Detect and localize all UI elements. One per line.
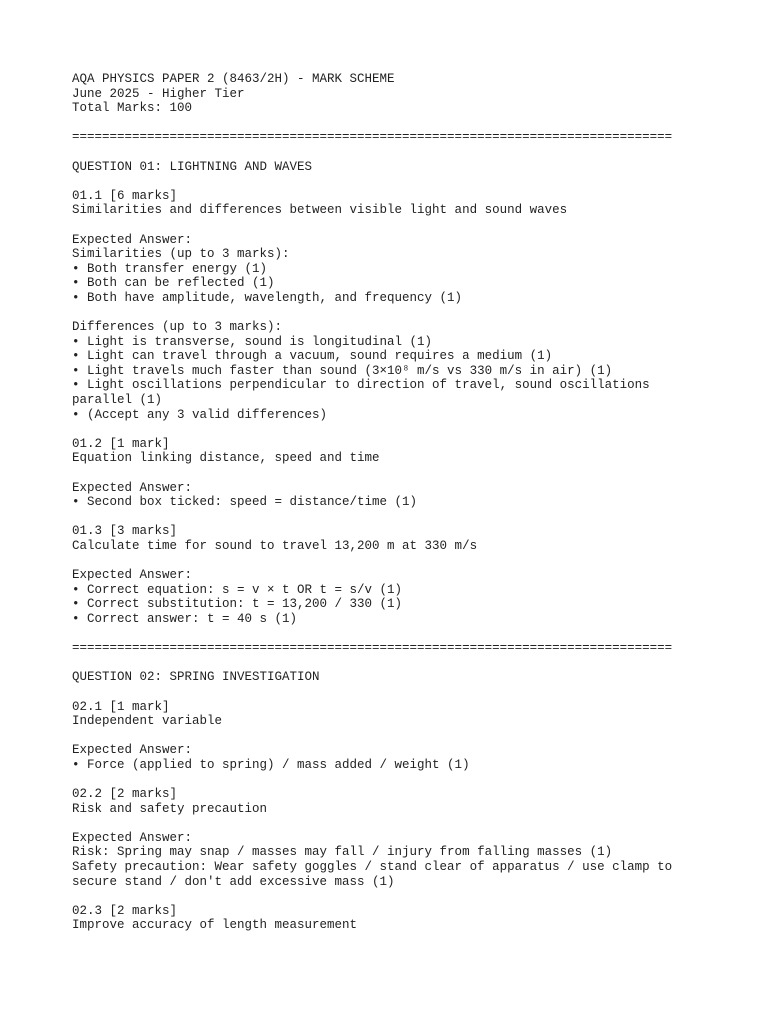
blank-line	[72, 466, 682, 481]
blank-line	[72, 889, 682, 904]
text-line: Calculate time for sound to travel 13,200 m at 330 m/s	[72, 539, 478, 553]
section-divider: ================================================================================	[72, 641, 673, 656]
answer-bullet: • Correct substitution: t = 13,200 / 330 (1)	[72, 597, 403, 612]
text-line: Similarities (up to 3 marks):	[72, 247, 290, 262]
answer-bullet: • Second box ticked: speed = distance/time (1)	[72, 495, 418, 510]
text-line: Expected Answer:	[72, 480, 193, 495]
document-header-line: AQA PHYSICS PAPER 2 (8463/2H) - MARK SCHEME	[72, 72, 395, 86]
question-heading: QUESTION 02: SPRING INVESTIGATION	[72, 670, 320, 685]
section-divider: ================================================================================	[72, 130, 673, 145]
blank-line	[72, 174, 682, 189]
text-line: Differences (up to 3 marks):	[72, 320, 283, 335]
mark-scheme-document	[72, 72, 682, 933]
answer-bullet: • Light oscillations perpendicular to direction of travel, sound oscillations parallel (1)	[72, 378, 658, 408]
blank-line	[72, 145, 682, 160]
text-line: Similarities and differences between visible light and sound waves	[72, 203, 568, 218]
document-header-line: Total Marks: 100	[72, 101, 193, 116]
text-line: Risk and safety precaution	[72, 801, 268, 816]
text-line: Expected Answer:	[72, 568, 193, 583]
subquestion-heading: 02.3 [2 marks]	[72, 903, 178, 918]
document-header-line: June 2025 - Higher Tier	[72, 86, 245, 101]
text-line: Improve accuracy of length measurement	[72, 918, 358, 933]
blank-line	[72, 685, 682, 700]
answer-bullet: • Light is transverse, sound is longitudinal (1)	[72, 334, 433, 349]
subquestion-heading: 01.2 [1 mark]	[72, 436, 170, 451]
blank-line	[72, 510, 682, 525]
text-line: Equation linking distance, speed and time	[72, 451, 380, 466]
answer-bullet: • (Accept any 3 valid differences)	[72, 407, 328, 422]
answer-bullet: • Both can be reflected (1)	[72, 276, 275, 291]
blank-line	[72, 816, 682, 831]
question-heading: QUESTION 01: LIGHTNING AND WAVES	[72, 159, 313, 174]
blank-line	[72, 627, 682, 642]
text-line: Risk: Spring may snap / masses may fall / injury from falling masses (1)	[72, 845, 613, 860]
subquestion-heading: 02.1 [1 mark]	[72, 699, 170, 714]
answer-bullet: • Force (applied to spring) / mass added / weight (1)	[72, 757, 470, 772]
blank-line	[72, 729, 682, 744]
answer-bullet: • Both have amplitude, wavelength, and frequency (1)	[72, 290, 463, 305]
blank-line	[72, 422, 682, 437]
blank-line	[72, 306, 682, 321]
subquestion-heading: 01.1 [6 marks]	[72, 188, 178, 203]
subquestion-heading: 01.3 [3 marks]	[72, 524, 178, 539]
answer-bullet: • Correct equation: s = v × t OR t = s/v (1)	[72, 582, 403, 597]
blank-line	[72, 656, 682, 671]
text-line: Safety precaution: Wear safety goggles / stand clear of apparatus / use clamp to secure stand / don't add excessive mass (1)	[72, 860, 680, 889]
answer-bullet: • Correct answer: t = 40 s (1)	[72, 611, 298, 626]
answer-bullet: • Light travels much faster than sound (3×10⁸ m/s vs 330 m/s in air) (1)	[72, 363, 613, 378]
blank-line	[72, 218, 682, 233]
blank-line	[72, 554, 682, 569]
text-line: Expected Answer:	[72, 743, 193, 758]
answer-bullet: • Light can travel through a vacuum, sound requires a medium (1)	[72, 349, 553, 364]
blank-line	[72, 773, 682, 788]
subquestion-heading: 02.2 [2 marks]	[72, 787, 178, 802]
answer-bullet: • Both transfer energy (1)	[72, 261, 268, 276]
text-line: Expected Answer:	[72, 830, 193, 845]
text-line: Independent variable	[72, 714, 223, 729]
text-line: Expected Answer:	[72, 232, 193, 247]
blank-line	[72, 116, 682, 131]
